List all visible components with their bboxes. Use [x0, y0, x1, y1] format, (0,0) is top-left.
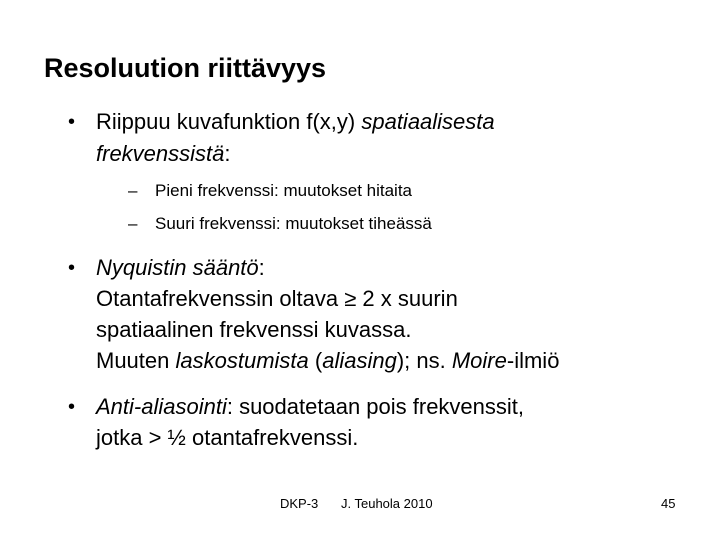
text-segment: ); ns.	[396, 348, 452, 373]
bullet-3-line-1	[96, 393, 524, 421]
bullet-2-line-2: Otantafrekvenssin oltava ≥ 2 x suurin	[96, 286, 458, 311]
bullet-2-line-1	[96, 254, 265, 282]
bullet-1-text: Riippuu kuvafunktion f(x,y)	[96, 109, 362, 134]
bullet-marker: •	[68, 111, 76, 133]
bullet-marker: •	[68, 257, 76, 279]
bullet-2-line-4	[96, 347, 559, 375]
nyquist-rule-label: Nyquistin sääntö	[96, 255, 259, 280]
bullet-3-text: : suodatetaan pois frekvenssit,	[226, 394, 525, 419]
anti-aliasing-label: Anti-aliasointi	[96, 394, 227, 419]
italic-term-laskostumista: laskostumista	[175, 348, 309, 373]
bullet-2-colon: :	[258, 255, 265, 280]
slide-title: Resoluution riittävyys	[44, 53, 327, 83]
text-segment: -ilmiö	[506, 348, 560, 373]
footer-course: DKP-3	[280, 496, 319, 511]
italic-term-moire: Moire	[451, 348, 507, 373]
sub-bullet-2: Suuri frekvenssi: muutokset tiheässä	[155, 214, 432, 233]
footer-page-number: 45	[661, 496, 676, 511]
sub-bullet-marker: –	[128, 214, 138, 233]
bullet-marker: •	[68, 396, 76, 418]
sub-bullet-1: Pieni frekvenssi: muutokset hitaita	[155, 181, 413, 200]
bullet-1-line-1	[96, 108, 495, 136]
footer-author: J. Teuhola 2010	[341, 496, 433, 511]
text-segment: Muuten	[96, 348, 176, 373]
sub-bullet-marker: –	[128, 181, 138, 200]
bullet-1-italic-text-2: frekvenssistä	[96, 141, 225, 166]
text-segment: (	[308, 348, 323, 373]
bullet-1-colon: :	[224, 141, 231, 166]
bullet-1-line-2	[96, 140, 231, 168]
bullet-1-italic-text: spatiaalisesta	[361, 109, 495, 134]
bullet-3-line-2: jotka > ½ otantafrekvenssi.	[96, 425, 359, 450]
bullet-2-line-3: spatiaalinen frekvenssi kuvassa.	[96, 317, 412, 342]
italic-term-aliasing: aliasing	[322, 348, 397, 373]
